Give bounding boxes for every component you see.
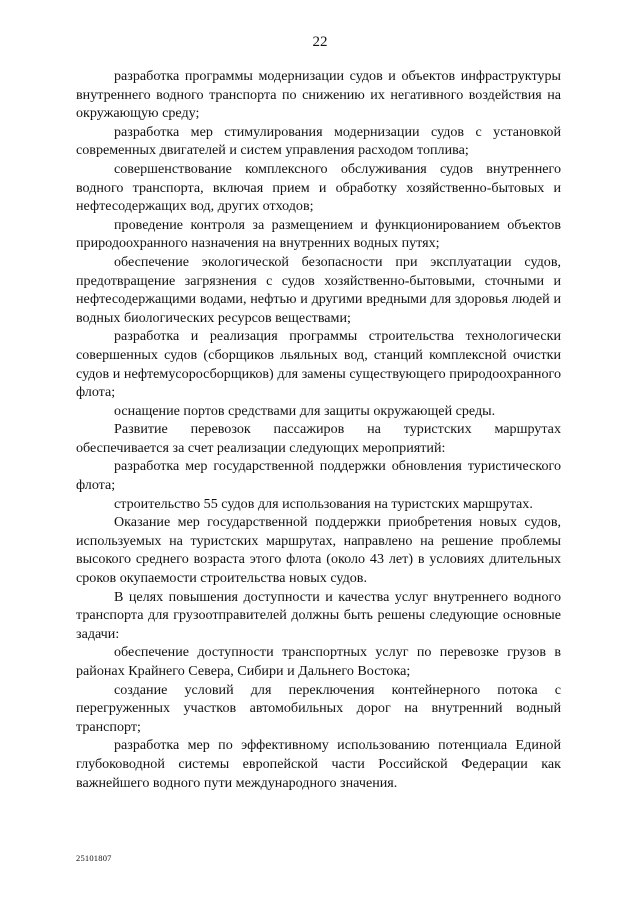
paragraph: разработка мер по эффективному использованию потенциала Единой глубоководной системы европейской части Российской Федерации как важнейшего водного пути международного значения. bbox=[76, 737, 561, 791]
page-number: 22 bbox=[312, 34, 328, 50]
paragraph: Оказание мер государственной поддержки приобретения новых судов, используемых на туристских маршрутах, направлено на решение проблемы высокого среднего возраста этого флота (около 43 лет) в условиях длительных сроков окупаемости строительства новых судов. bbox=[76, 514, 561, 587]
paragraph: разработка мер стимулирования модернизации судов с установкой современных двигателей и систем управления расходом топлива; bbox=[76, 123, 561, 159]
paragraph: разработка и реализация программы строительства технологически совершенных судов (сборщиков льяльных вод, станций комплексной очистки судов и нефтемусоросборщиков) для замены существующего природоохранного флота; bbox=[76, 328, 561, 401]
paragraph: Развитие перевозок пассажиров на туристских маршрутах обеспечивается за счет реализации следующих мероприятий: bbox=[76, 421, 561, 456]
paragraph: строительство 55 судов для использования на туристских маршрутах. bbox=[114, 495, 533, 512]
paragraph: создание условий для переключения контейнерного потока с перегруженных участков автомобильных дорог на внутренний водный транспорт; bbox=[76, 681, 561, 735]
paragraph: В целях повышения доступности и качества услуг внутреннего водного транспорта для грузоотправителей должны быть решены следующие основные задачи: bbox=[76, 588, 561, 642]
paragraph: оснащение портов средствами для защиты окружающей среды. bbox=[114, 402, 496, 419]
document-body bbox=[76, 67, 561, 792]
paragraph: совершенствование комплексного обслуживания судов внутреннего водного транспорта, включая прием и обработку хозяйственно-бытовых и нефтесодержащих вод, других отходов; bbox=[76, 160, 561, 215]
paragraph: проведение контроля за размещением и функционированием объектов природоохранного назначения на внутренних водных путях; bbox=[76, 216, 561, 252]
paragraph: обеспечение экологической безопасности при эксплуатации судов, предотвращение загрязнения с судов хозяйственно-бытовыми, сточными и нефтесодержащими водами, нефтью и другими вредными для здоровья людей и водных биологических ресурсов веществами; bbox=[76, 253, 561, 326]
document-code: 25101807 bbox=[76, 853, 112, 863]
paragraph: разработка мер государственной поддержки обновления туристического флота; bbox=[76, 458, 561, 494]
paragraph: разработка программы модернизации судов и объектов инфраструктуры внутреннего водного транспорта по снижению их негативного воздействия на окружающую среду; bbox=[76, 68, 561, 122]
paragraph: обеспечение доступности транспортных услуг по перевозке грузов в районах Крайнего Севера, Сибири и Дальнего Востока; bbox=[76, 644, 561, 679]
